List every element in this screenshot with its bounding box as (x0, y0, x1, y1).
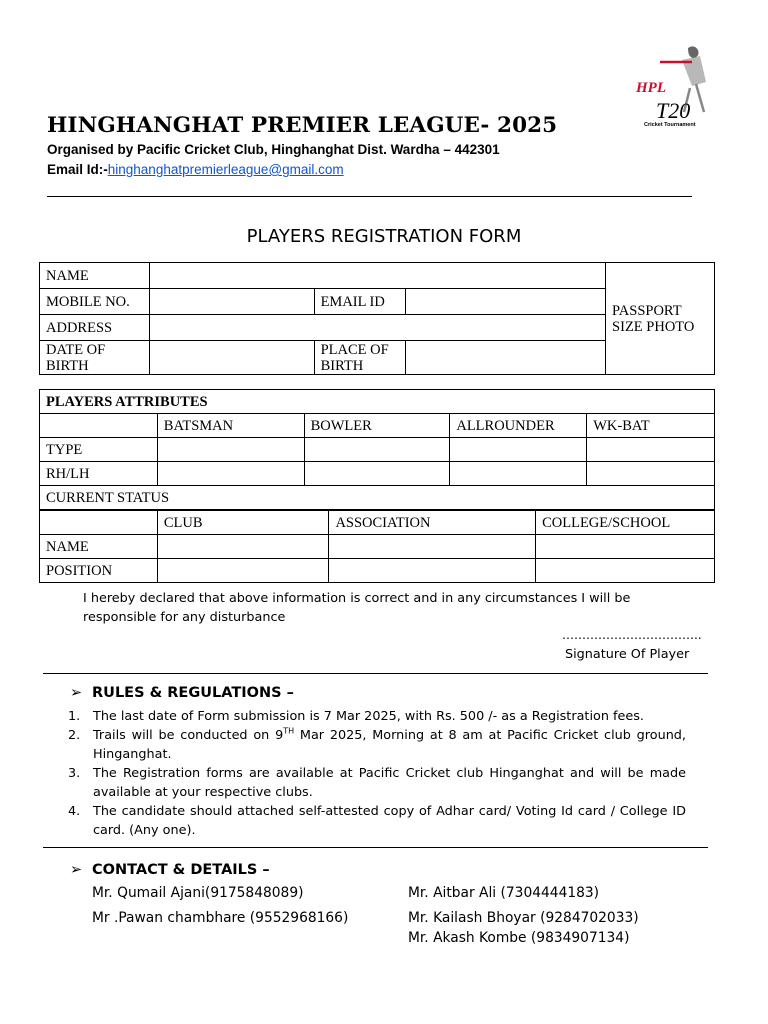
list-number: 1. (68, 709, 81, 724)
signature-label: Signature Of Player (565, 647, 690, 662)
email-line (47, 162, 344, 177)
section-divider (43, 847, 708, 848)
rule-text-part: Mar 2025, Morning at 8 am at Pacific Cricket club ground, Hinganghat. (93, 728, 686, 762)
mobile-field[interactable] (149, 289, 314, 315)
dob-field[interactable] (149, 341, 314, 375)
rhlh-wk-bat-field[interactable] (587, 462, 715, 486)
table-row (40, 462, 715, 486)
contact-person: Mr. Aitbar Ali (7304444183) (408, 885, 600, 901)
col-header-club: CLUB (157, 511, 329, 535)
col-header-wk-bat: WK-BAT (587, 414, 715, 438)
rules-heading-text: RULES & REGULATIONS – (92, 685, 294, 701)
logo-hpl-text: HPL (636, 80, 666, 96)
table-row (40, 535, 715, 559)
table-cell (40, 414, 158, 438)
row-label-rh-lh: RH/LH (40, 462, 158, 486)
passport-photo-box[interactable] (606, 263, 715, 375)
rule-text: The Registration forms are available at Pacific Cricket club Hinganghat and will be made available at your respective clubs. (93, 766, 686, 800)
declaration-text: I hereby declared that above information is correct and in any circumstances I will be responsible for any disturbance (83, 591, 631, 625)
row-label-type: TYPE (40, 438, 158, 462)
list-number: 2. (68, 728, 81, 743)
logo-figure-head (688, 46, 699, 58)
row-label-name: NAME (40, 535, 158, 559)
type-bowler-field[interactable] (304, 438, 450, 462)
table-row (40, 559, 715, 583)
row-label-position: POSITION (40, 559, 158, 583)
rule-text (93, 726, 686, 764)
association-position-field[interactable] (329, 559, 536, 583)
table-row (40, 438, 715, 462)
contacts-heading (70, 862, 270, 878)
hpl-t20-logo (630, 42, 716, 132)
type-wk-bat-field[interactable] (587, 438, 715, 462)
name-field[interactable] (149, 263, 605, 289)
rule-superscript: TH (283, 726, 295, 736)
table-row (40, 511, 715, 535)
col-header-bowler: BOWLER (304, 414, 450, 438)
pob-field[interactable] (406, 341, 606, 375)
list-item (68, 726, 686, 764)
rhlh-batsman-field[interactable] (157, 462, 304, 486)
list-item (68, 802, 686, 840)
email-id-field[interactable] (406, 289, 606, 315)
attributes-heading: PLAYERS ATTRIBUTES (40, 390, 715, 414)
club-name-field[interactable] (157, 535, 329, 559)
list-number: 3. (68, 766, 81, 781)
contact-person: Mr .Pawan chambhare (9552968166) (92, 910, 349, 926)
list-item (68, 764, 686, 802)
organiser-line: Organised by Pacific Cricket Club, Hinghanghat Dist. Wardha – 442301 (47, 142, 500, 157)
current-status-table (39, 510, 715, 583)
address-label: ADDRESS (40, 315, 150, 341)
email-id-label: EMAIL ID (314, 289, 406, 315)
mobile-label: MOBILE NO. (40, 289, 150, 315)
table-row (40, 414, 715, 438)
contacts-heading-text: CONTACT & DETAILS – (92, 862, 270, 878)
rule-text-part: Trails will be conducted on 9 (93, 728, 284, 743)
list-number: 4. (68, 804, 81, 819)
name-label: NAME (40, 263, 150, 289)
contact-person: Mr. Akash Kombe (9834907134) (408, 930, 630, 946)
rhlh-allrounder-field[interactable] (450, 462, 587, 486)
document-title: HINGHANGHAT PREMIER LEAGUE- 2025 (47, 113, 558, 138)
rhlh-bowler-field[interactable] (304, 462, 450, 486)
header-divider (47, 196, 692, 197)
rule-text: The candidate should attached self-attested copy of Adhar card/ Voting Id card / College ID card. (Any one). (93, 804, 686, 838)
rules-list (68, 707, 686, 840)
contact-person: Mr. Kailash Bhoyar (9284702033) (408, 910, 639, 926)
address-field[interactable] (149, 315, 605, 341)
email-link[interactable]: hinghanghatpremierleague@gmail.com (107, 162, 344, 177)
players-attributes-table (39, 389, 715, 510)
signature-line[interactable]: …………………………….. (562, 628, 702, 642)
col-header-college-school: COLLEGE/SCHOOL (536, 511, 715, 535)
section-divider (43, 673, 708, 674)
college-name-field[interactable] (536, 535, 715, 559)
passport-photo-label: PASSPORT SIZE PHOTO (612, 302, 695, 335)
arrow-bullet-icon: ➢ (70, 862, 83, 878)
form-title: PLAYERS REGISTRATION FORM (246, 226, 522, 247)
logo-t20-text: T20 (656, 98, 691, 123)
logo-figure-body (682, 56, 706, 86)
rule-text: The last date of Form submission is 7 Mar 2025, with Rs. 500 /- as a Registration fees. (93, 709, 644, 724)
type-batsman-field[interactable] (157, 438, 304, 462)
col-header-association: ASSOCIATION (329, 511, 536, 535)
email-label: Email Id:- (47, 162, 108, 177)
club-position-field[interactable] (157, 559, 329, 583)
col-header-allrounder: ALLROUNDER (450, 414, 587, 438)
contact-person: Mr. Qumail Ajani(9175848089) (92, 885, 304, 901)
college-position-field[interactable] (536, 559, 715, 583)
personal-details-table (39, 262, 715, 375)
col-header-batsman: BATSMAN (157, 414, 304, 438)
pob-label: PLACE OF BIRTH (314, 341, 406, 375)
association-name-field[interactable] (329, 535, 536, 559)
table-row (40, 263, 715, 289)
table-cell (40, 511, 158, 535)
dob-label: DATE OF BIRTH (40, 341, 150, 375)
type-allrounder-field[interactable] (450, 438, 587, 462)
current-status-heading: CURRENT STATUS (40, 486, 715, 510)
table-row (40, 390, 715, 414)
rules-heading (70, 685, 294, 701)
logo-sub-text: Cricket Tournament (644, 122, 696, 128)
table-row (40, 486, 715, 510)
list-item (68, 707, 686, 726)
arrow-bullet-icon: ➢ (70, 685, 83, 701)
